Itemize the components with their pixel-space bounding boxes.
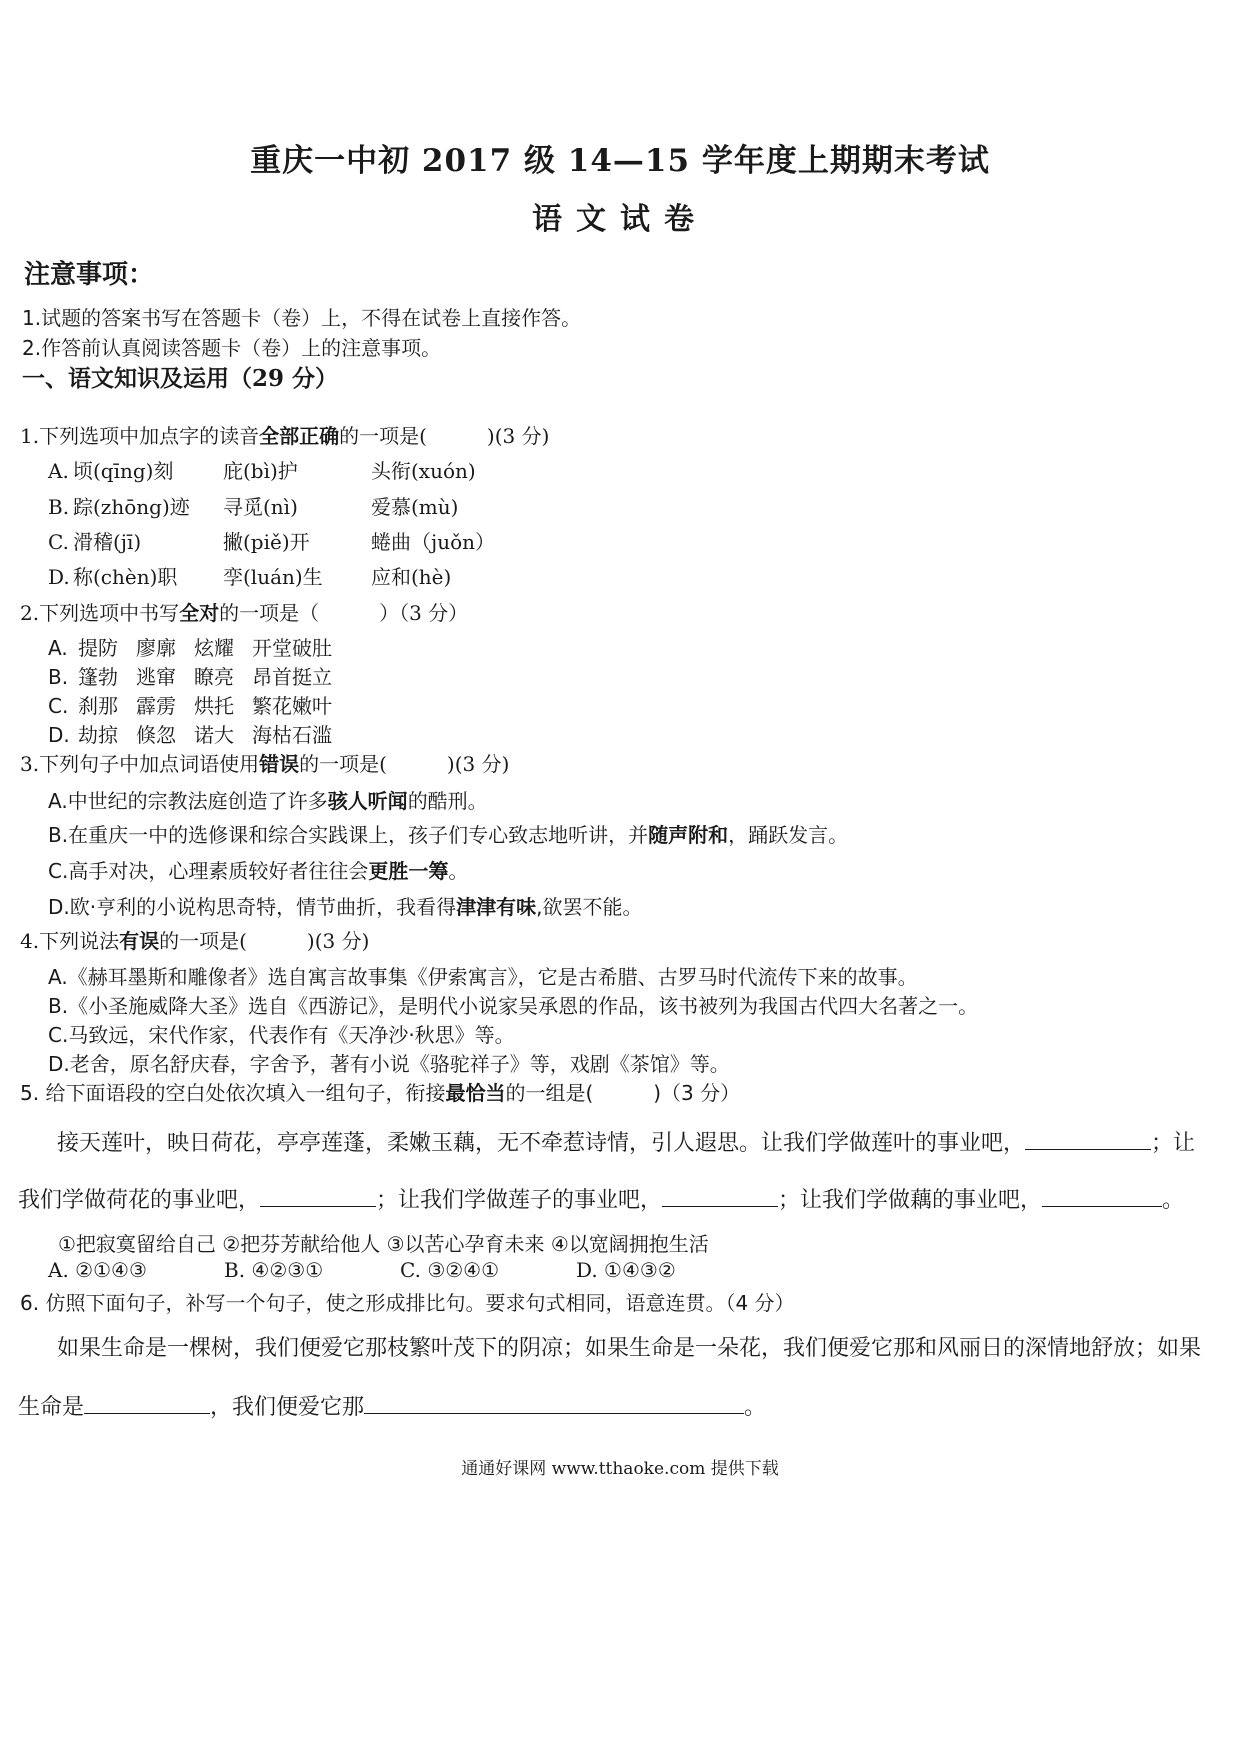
question-6-passage-line-2: [18, 1390, 766, 1421]
passage-text: 。: [744, 1395, 767, 1420]
option-item: 蜷曲（juǒn）: [371, 530, 496, 554]
option-emphasis: 随声附和: [648, 823, 729, 847]
question-2-option-b: [48, 661, 332, 690]
answer-blank-6[interactable]: [364, 1393, 744, 1414]
option-item: 孪(luán)生: [223, 565, 323, 589]
question-3-option-a: [48, 785, 488, 814]
question-1-option-c: [48, 526, 495, 555]
answer-choice-c: [400, 1258, 576, 1282]
answer-label: D.: [576, 1258, 598, 1282]
option-word: 开堂破肚: [252, 636, 332, 660]
option-word: 刹那: [78, 694, 118, 718]
question-3-stem-text: 3.下列句子中加点词语使用: [20, 752, 260, 776]
option-emphasis: 骇人听闻: [327, 789, 408, 813]
option-item: 称(chèn)职: [73, 565, 178, 589]
option-word: 繁花嫩叶: [252, 694, 332, 718]
option-word: 逃窜: [136, 665, 176, 689]
option-text: ，踊跃发言。: [728, 823, 849, 847]
option-item: 顷(qīng)刻: [73, 459, 174, 483]
question-2-option-c: [48, 690, 332, 719]
option-word: 诺大: [194, 723, 234, 747]
answer-label: B.: [224, 1258, 246, 1282]
question-2-option-a: [48, 632, 332, 661]
question-1-stem-text: 1.下列选项中加点字的读音: [20, 424, 260, 448]
option-item: 寻觅(nì): [223, 495, 298, 519]
answer-value: ③②④①: [427, 1258, 500, 1282]
answer-choice-a: [48, 1258, 224, 1282]
passage-text: ；让我们学做藕的事业吧，: [778, 1188, 1043, 1213]
option-text: B.在重庆一中的选修课和综合实践课上，孩子们专心致志地听讲，并: [48, 823, 649, 847]
option-word: 倏忽: [136, 723, 176, 747]
option-word: 廖廓: [136, 636, 176, 660]
question-3-option-d: [48, 891, 642, 920]
option-word: 劫掠: [78, 723, 118, 747]
option-word: 霹雳: [136, 694, 176, 718]
question-3-option-b: [48, 819, 848, 848]
option-label: D.: [48, 565, 70, 589]
question-4-stem-tail: 的一项是( )(3 分): [159, 929, 370, 953]
answer-blank-3[interactable]: [662, 1186, 778, 1207]
answer-choice-b: [224, 1258, 400, 1282]
passage-text: 。: [1162, 1188, 1185, 1213]
option-emphasis: 津津有味: [456, 895, 537, 919]
passage-text: 生命是: [18, 1395, 85, 1420]
question-4-stem-text: 4.下列说法: [20, 929, 120, 953]
option-label: B.: [48, 495, 70, 519]
option-label: B.: [48, 665, 69, 689]
question-5-stem-text: 5. 给下面语段的空白处依次填入一组句子，衔接: [20, 1081, 446, 1105]
footer-source: 通通好课网 www.tthaoke.com 提供下载: [461, 1459, 779, 1479]
question-3-emphasis: 错误: [259, 752, 300, 776]
question-4-option-c: C.马致远，宋代作家，代表作有《天净沙·秋思》等。: [48, 1023, 515, 1047]
notice-item-2: 2.作答前认真阅读答题卡（卷）上的注意事项。: [22, 336, 442, 360]
answer-value: ④②③①: [251, 1258, 324, 1282]
question-2-option-d: [48, 719, 332, 748]
option-word: 炫耀: [194, 636, 234, 660]
passage-text: ；让我们学做莲子的事业吧，: [376, 1188, 663, 1213]
answer-blank-4[interactable]: [1042, 1186, 1162, 1207]
option-item: 滑稽(jī): [73, 530, 142, 554]
question-5-passage-line-1: [57, 1126, 1195, 1157]
option-text: 的酷刑。: [407, 789, 488, 813]
question-1-stem: [20, 420, 549, 449]
option-text: ,欲罢不能。: [536, 895, 643, 919]
question-1-option-d: [48, 561, 451, 590]
option-word: 篷勃: [78, 665, 118, 689]
answer-blank-5[interactable]: [84, 1393, 210, 1414]
option-text: A.中世纪的宗教法庭创造了许多: [48, 789, 328, 813]
option-word: 烘托: [194, 694, 234, 718]
option-item: 头衔(xuón): [371, 459, 476, 483]
option-label: A.: [48, 459, 69, 483]
question-2-stem-text: 2.下列选项中书写: [20, 601, 180, 625]
question-4-stem: [20, 925, 369, 954]
option-word: 海枯石滥: [252, 723, 332, 747]
question-1-option-a: [48, 455, 476, 484]
answer-value: ②①④③: [75, 1258, 147, 1282]
question-5-passage-line-2: [18, 1183, 1184, 1214]
question-2-stem: [20, 597, 468, 626]
option-text: D.欧·亨利的小说构思奇特，情节曲折，我看得: [48, 895, 457, 919]
notice-heading: 注意事项：: [24, 260, 155, 290]
option-text: C.高手对决，心理素质较好者往往会: [48, 859, 369, 883]
option-word: 昂首挺立: [252, 665, 332, 689]
question-3-stem: [20, 748, 509, 777]
question-4-option-d: D.老舍，原名舒庆春，字舍予，著有小说《骆驼祥子》等，戏剧《茶馆》等。: [48, 1052, 730, 1076]
answer-blank-2[interactable]: [260, 1186, 376, 1207]
question-2-stem-tail: 的一项是（ ）（3 分）: [219, 601, 469, 625]
question-4-option-b: B.《小圣施威降大圣》选自《西游记》，是明代小说家吴承恩的作品，该书被列为我国古代四大名著之一。: [48, 994, 979, 1018]
passage-text: ，我们便爱它那: [210, 1395, 365, 1420]
passage-text: 我们学做荷花的事业吧，: [18, 1188, 261, 1213]
option-label: D.: [48, 723, 70, 747]
section-heading: 一、语文知识及运用（29 分）: [22, 365, 339, 392]
question-3-stem-tail: 的一项是( )(3 分): [299, 752, 510, 776]
exam-subtitle: 语文试卷: [532, 202, 708, 237]
question-1-emphasis: 全部正确: [259, 424, 340, 448]
question-1-stem-tail: 的一项是( )(3 分): [339, 424, 550, 448]
option-item: 爱慕(mù): [371, 495, 459, 519]
option-label: A.: [48, 636, 68, 660]
option-item: 踪(zhōng)迹: [73, 495, 190, 519]
question-5-stem: [20, 1077, 740, 1106]
option-item: 庇(bì)护: [223, 459, 298, 483]
question-6-stem: 6. 仿照下面句子，补写一个句子，使之形成排比句。要求句式相同，语意连贯。（4 分）: [20, 1291, 795, 1315]
option-word: 瞭亮: [194, 665, 234, 689]
question-4-option-a: A.《赫耳墨斯和雕像者》选自寓言故事集《伊索寓言》，它是古希腊、古罗马时代流传下来的故事。: [48, 965, 918, 989]
question-5-stem-tail: 的一组是( )（3 分）: [505, 1081, 741, 1105]
answer-choice-d: [576, 1258, 676, 1282]
notice-item-1: 1.试题的答案书写在答题卡（卷）上，不得在试卷上直接作答。: [22, 306, 582, 330]
answer-label: A.: [48, 1258, 69, 1282]
question-5-emphasis: 最恰当: [445, 1081, 506, 1105]
answer-blank-1[interactable]: [1025, 1129, 1151, 1150]
option-item: 应和(hè): [371, 565, 452, 589]
question-5-answers: [48, 1258, 676, 1282]
question-5-sentence-choices: ①把寂寞留给自己 ②把芬芳献给他人 ③以苦心孕育未来 ④以宽阔拥抱生活: [58, 1232, 709, 1256]
option-label: C.: [48, 530, 69, 554]
passage-text: ；让: [1151, 1131, 1196, 1156]
option-emphasis: 更胜一筹: [368, 859, 449, 883]
option-item: 撇(piě)开: [223, 530, 310, 554]
option-label: C.: [48, 694, 69, 718]
answer-label: C.: [400, 1258, 421, 1282]
option-text: 。: [448, 859, 469, 883]
option-word: 提防: [78, 636, 118, 660]
question-3-option-c: [48, 855, 468, 884]
question-6-passage-line-1: 如果生命是一棵树，我们便爱它那枝繁叶茂下的阴凉；如果生命是一朵花，我们便爱它那和风丽日的深情地舒放；如果: [57, 1336, 1202, 1361]
question-2-emphasis: 全对: [179, 601, 220, 625]
question-4-emphasis: 有误: [119, 929, 160, 953]
question-1-option-b: [48, 491, 458, 520]
exam-title: 重庆一中初 2017 级 14—15 学年度上期期末考试: [250, 143, 990, 179]
answer-value: ①④③②: [604, 1258, 676, 1282]
passage-text: 接天莲叶，映日荷花，亭亭莲蓬，柔嫩玉藕，无不牵惹诗情，引人遐思。让我们学做莲叶的事业吧，: [57, 1131, 1026, 1156]
